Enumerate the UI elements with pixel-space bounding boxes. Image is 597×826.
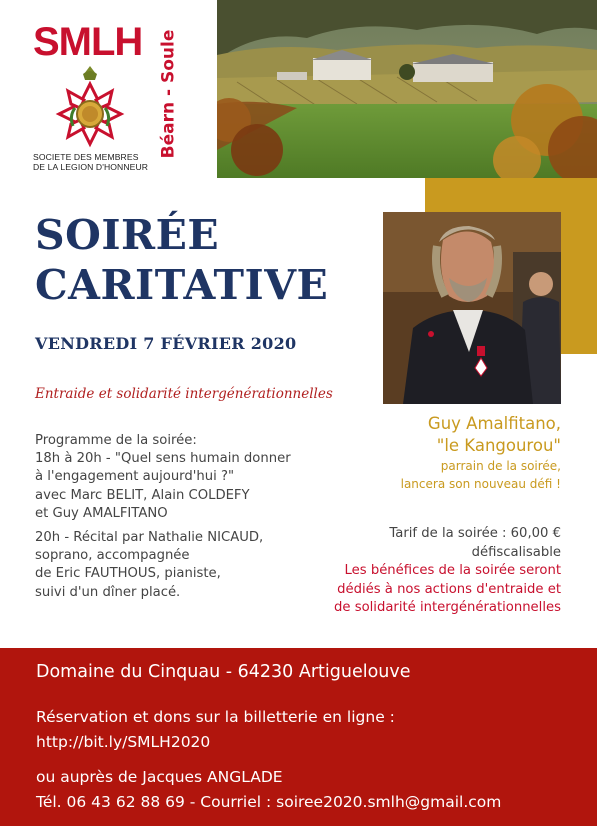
- event-title-line2: CARITATIVE: [35, 261, 329, 309]
- program-line: avec Marc BELIT, Alain COLDEFY: [35, 487, 250, 503]
- legion-honneur-medal-icon: [55, 64, 125, 150]
- guest-role-line1: parrain de la soirée,: [440, 459, 561, 473]
- guest-nickname: "le Kangourou": [436, 436, 561, 455]
- contact-block: [36, 765, 501, 815]
- logo-subtitle-line2: DE LA LEGION D'HONNEUR: [33, 162, 149, 172]
- guest-portrait-photo: [383, 212, 561, 404]
- pricing-section: [334, 525, 561, 618]
- program-line: 20h - Récital par Nathalie NICAUD,: [35, 530, 264, 546]
- program-section: [35, 432, 335, 602]
- guest-caption: [401, 413, 561, 493]
- benefit-line3: de solidarité intergénérationnelles: [334, 600, 561, 615]
- program-line: et Guy AMALFITANO: [35, 505, 168, 521]
- guest-role-line2: lancera son nouveau défi !: [400, 477, 561, 491]
- benefit-line2: dédiés à nos actions d'entraide et: [337, 581, 561, 597]
- event-title-line1: SOIRÉE: [35, 211, 220, 259]
- price-line: Tarif de la soirée : 60,00 €: [389, 526, 561, 541]
- domain-landscape-photo: [217, 0, 597, 178]
- program-line: de Eric FAUTHOUS, pianiste,: [35, 566, 221, 582]
- program-line: 18h à 20h - "Quel sens humain donner: [35, 451, 291, 467]
- reservation-block: [36, 705, 395, 755]
- program-line: suivi d'un dîner placé.: [35, 584, 181, 600]
- guest-name: Guy Amalfitano,: [427, 414, 561, 433]
- phone-email[interactable]: Tél. 06 43 62 88 69 - Courriel : soiree2020.smlh@gmail.com: [36, 793, 502, 811]
- benefit-line1: Les bénéfices de la soirée seront: [344, 563, 561, 578]
- region-text: Béarn - Soule: [158, 29, 179, 159]
- event-date: VENDREDI 7 FÉVRIER 2020: [35, 334, 297, 353]
- program-line: à l'engagement aujourd'hui ?": [35, 469, 235, 485]
- smlh-logo-text: SMLH: [33, 20, 143, 64]
- event-tagline: Entraide et solidarité intergénérationnelles: [35, 386, 333, 402]
- program-line: Programme de la soirée:: [35, 433, 197, 448]
- contact-person: ou auprès de Jacques ANGLADE: [36, 768, 283, 786]
- logo-subtitle-line1: SOCIETE DES MEMBRES: [33, 152, 139, 162]
- ticketing-link[interactable]: http://bit.ly/SMLH2020: [36, 733, 211, 751]
- region-label: [148, 14, 188, 174]
- venue-text: Domaine du Cinquau - 64230 Artiguelouve: [36, 662, 411, 682]
- logo-subtitle: [33, 152, 153, 172]
- program-line: soprano, accompagnée: [35, 548, 190, 564]
- event-title: [35, 210, 328, 310]
- tax-deductible-note: défiscalisable: [471, 544, 561, 560]
- reservation-text: Réservation et dons sur la billetterie en ligne :: [36, 708, 395, 726]
